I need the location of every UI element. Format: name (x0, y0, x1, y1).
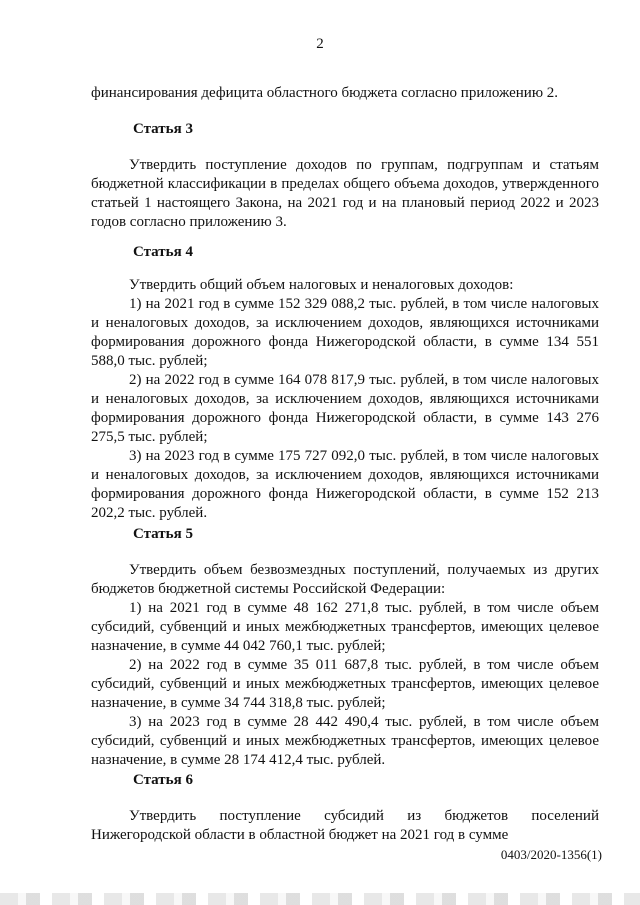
article-5-body (91, 561, 599, 770)
article-4-item-1: 1) на 2021 год в сумме 152 329 088,2 тыс. рублей, в том числе налоговых и неналоговых доходов, за исключением доходов, являющихся источниками формирования дорожного фонда Нижегородской области, в сумме 134 551 588,0 тыс. рублей; (91, 296, 599, 369)
article-4-lead: Утвердить общий объем налоговых и неналоговых доходов: (129, 277, 514, 293)
article-4-item-3: 3) на 2023 год в сумме 175 727 092,0 тыс. рублей, в том числе налоговых и неналоговых доходов, за исключением доходов, являющихся источниками формирования дорожного фонда Нижегородской области, в сумме 152 213 202,2 тыс. рублей. (91, 448, 599, 521)
article-4-heading: Статья 4 (133, 244, 193, 260)
article-6-heading: Статья 6 (133, 772, 193, 788)
page-number: 2 (316, 36, 324, 52)
intro-line (91, 84, 599, 103)
article-5-lead: Утвердить объем безвозмездных поступлений, получаемых из других бюджетов бюджетной системы Российской Федерации: (91, 562, 599, 597)
document-code: 0403/2020-1356(1) (500, 847, 602, 862)
article-3-text: Утвердить поступление доходов по группам, подгруппам и статьям бюджетной классификации в пределах общего объема доходов, утвержденного статьей 1 настоящего Закона, на 2021 год и на плановый период 2022 и 2023 годов согласно приложению 3. (91, 157, 599, 230)
article-5-item-2: 2) на 2022 год в сумме 35 011 687,8 тыс. рублей, в том числе объем субсидий, субвенций и иных межбюджетных трансфертов, имеющих целевое назначение, в сумме 34 744 318,8 тыс. рублей; (91, 657, 599, 711)
scan-artifact-strip (0, 893, 640, 905)
article-5-heading: Статья 5 (133, 526, 193, 542)
article-6-body (91, 807, 599, 845)
article-5-item-1: 1) на 2021 год в сумме 48 162 271,8 тыс. рублей, в том числе объем субсидий, субвенций и иных межбюджетных трансфертов, имеющих целевое назначение, в сумме 44 042 760,1 тыс. рублей; (91, 600, 599, 654)
article-3-body (91, 156, 599, 232)
article-5-item-3: 3) на 2023 год в сумме 28 442 490,4 тыс. рублей, в том числе объем субсидий, субвенций и иных межбюджетных трансфертов, имеющих целевое назначение, в сумме 28 174 412,4 тыс. рублей. (91, 714, 599, 768)
article-4-body (91, 276, 599, 523)
intro-line-text: финансирования дефицита областного бюджета согласно приложению 2. (91, 85, 559, 101)
article-4-item-2: 2) на 2022 год в сумме 164 078 817,9 тыс. рублей, в том числе налоговых и неналоговых доходов, за исключением доходов, являющихся источниками формирования дорожного фонда Нижегородской области, в сумме 143 276 275,5 тыс. рублей; (91, 372, 599, 445)
article-3-heading: Статья 3 (133, 121, 193, 137)
article-6-text: Утвердить поступление субсидий из бюджетов поселений Нижегородской области в областной бюджет на 2021 год в сумме (91, 808, 599, 843)
